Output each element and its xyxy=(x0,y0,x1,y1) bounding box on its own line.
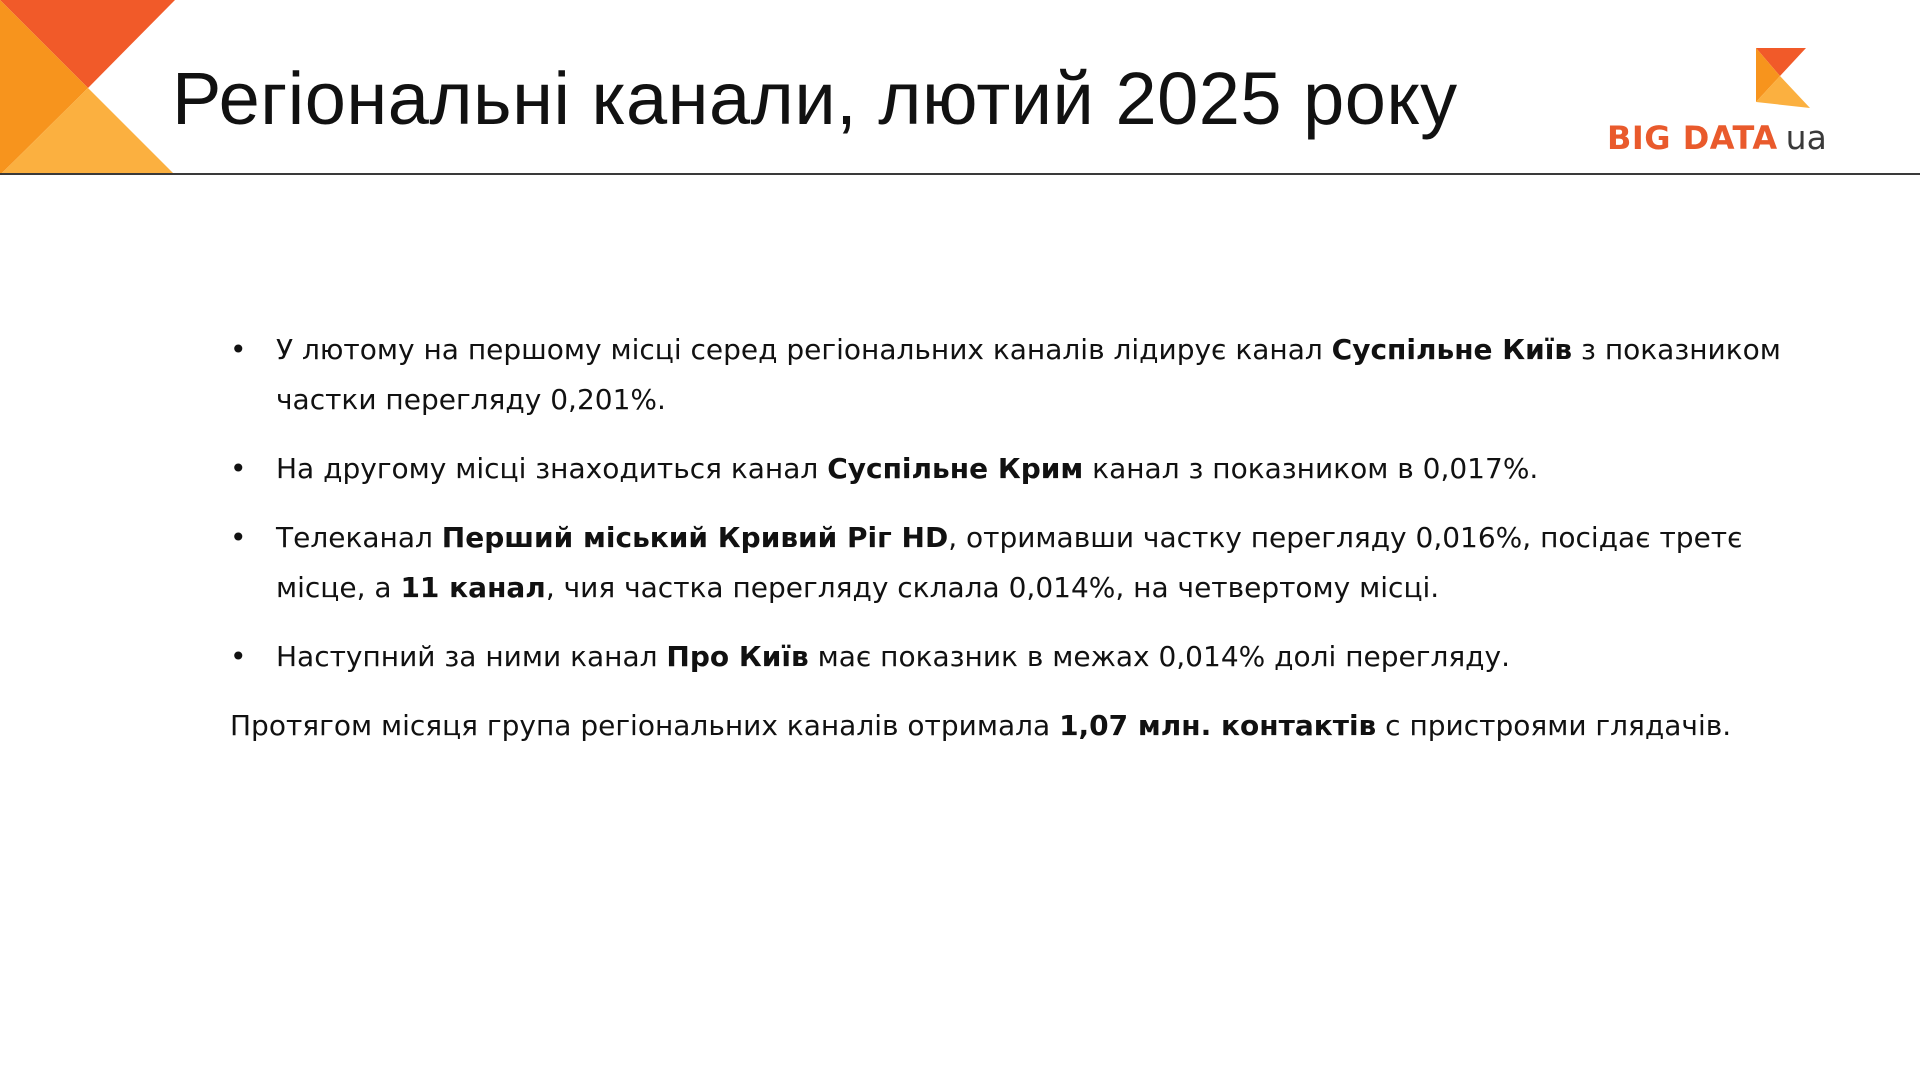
bullet-dot: • xyxy=(230,521,247,554)
channel-name: Суспільне Крим xyxy=(827,452,1084,485)
bullet-text: На другому місці знаходиться канал xyxy=(276,452,828,485)
page-title: Регіональні канали, лютий 2025 року xyxy=(172,57,1458,140)
channel-name: Перший міський Кривий Ріг HD xyxy=(441,521,949,554)
bullet-text: У лютому на першому місці серед регіональних каналів лідирує канал xyxy=(276,333,1332,366)
bullet-dot: • xyxy=(230,640,247,673)
bullet-text: канал з показником в 0,017%. xyxy=(1083,452,1539,485)
logo-main-text: BIG DATA xyxy=(1607,119,1778,157)
bullet-text: , чия частка перегляду склала 0,014%, на четвертому місці. xyxy=(545,571,1440,604)
bullet-item-first-place xyxy=(230,325,1790,425)
summary-highlight: 1,07 млн. контактів xyxy=(1059,709,1377,742)
logo-mark-icon xyxy=(1750,46,1812,118)
bullet-text: має показник в межах 0,014% долі перегляду. xyxy=(808,640,1511,673)
big-data-logo xyxy=(1605,46,1835,158)
bullet-item-second-place xyxy=(230,444,1790,494)
slide-content xyxy=(230,325,1790,751)
bullet-item-third-fourth-place xyxy=(230,513,1790,613)
bullet-dot: • xyxy=(230,333,247,366)
channel-name: Суспільне Київ xyxy=(1331,333,1573,366)
channel-name: 11 канал xyxy=(400,571,546,604)
bullet-text: з показником частки перегляду 0,201%. xyxy=(276,333,1781,416)
summary-text: с пристроями глядачів. xyxy=(1376,709,1732,742)
channel-name: Про Київ xyxy=(666,640,809,673)
summary-text: Протягом місяця група регіональних каналів отримала xyxy=(230,709,1060,742)
logo-text xyxy=(1607,118,1827,157)
corner-decoration xyxy=(0,0,180,175)
bullet-text: Телеканал xyxy=(276,521,442,554)
bullet-dot: • xyxy=(230,452,247,485)
logo-suffix-text: ua xyxy=(1785,118,1827,157)
bullet-item-fifth-place xyxy=(230,632,1790,682)
header-divider xyxy=(0,173,1920,175)
bullet-text: Наступний за ними канал xyxy=(276,640,667,673)
bullet-list xyxy=(230,325,1790,682)
summary-paragraph xyxy=(230,701,1790,751)
bullet-text: , отримавши частку перегляду 0,016%, посідає третє місце, а xyxy=(276,521,1743,604)
